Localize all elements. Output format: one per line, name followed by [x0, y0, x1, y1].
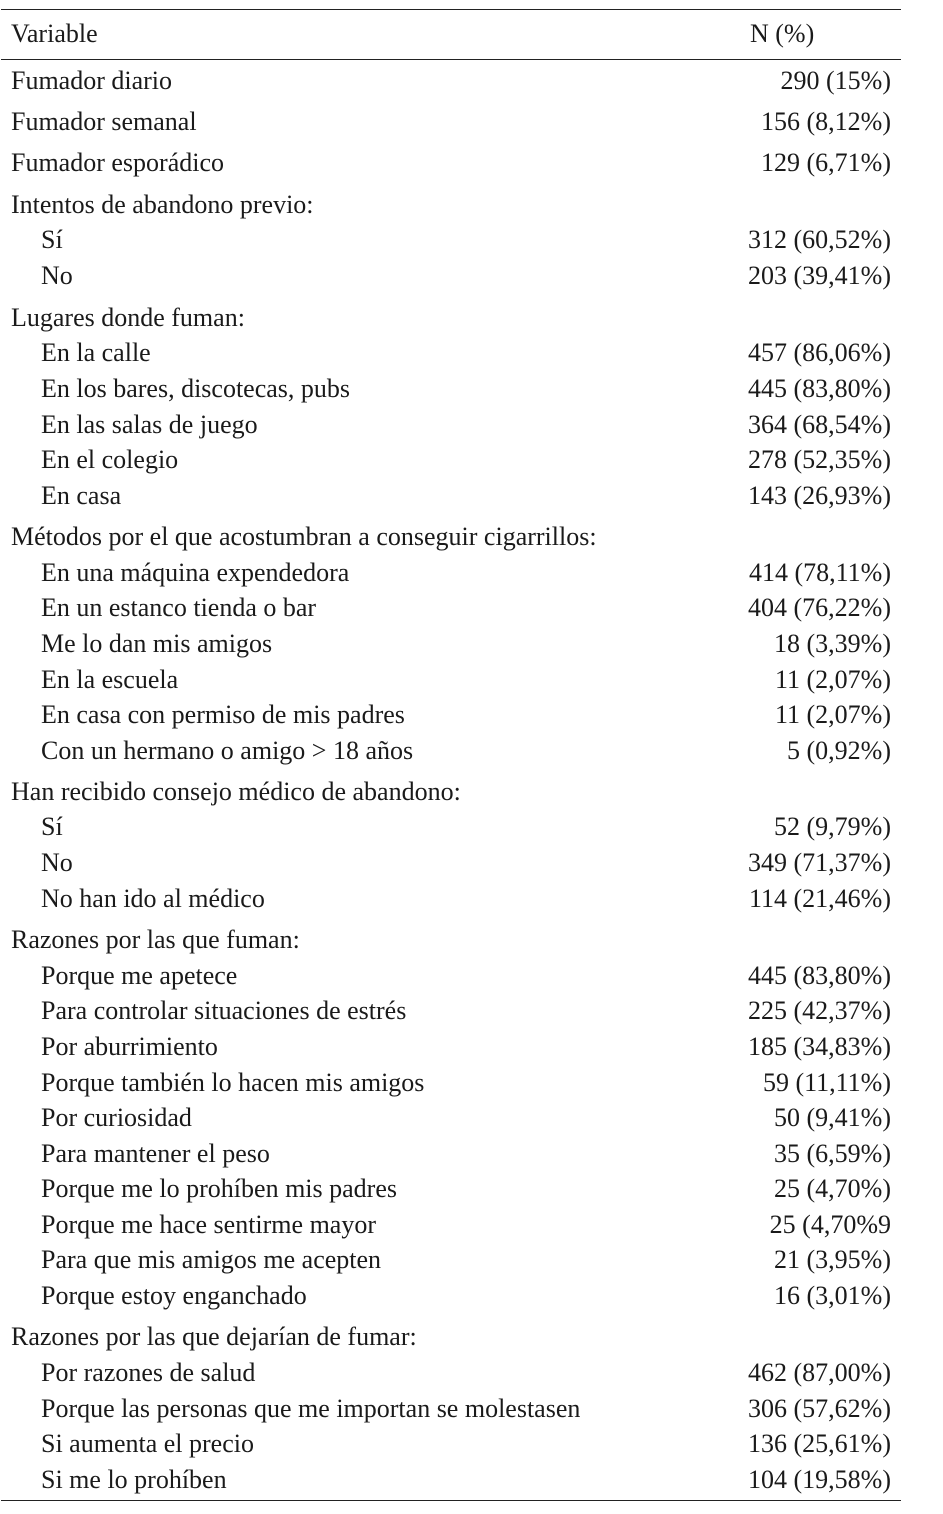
- row-label: Porque me hace sentirme mayor: [41, 1210, 376, 1239]
- row-label: Si aumenta el precio: [41, 1429, 254, 1458]
- section-label: Han recibido consejo médico de abandono:: [11, 777, 461, 806]
- row-value: 25 (4,70%9: [769, 1210, 891, 1239]
- table-bottom-rule: [1, 1500, 901, 1501]
- row-value: 312 (60,52%): [748, 225, 891, 254]
- row-value: 404 (76,22%): [748, 593, 891, 622]
- row-label: Si me lo prohíben: [41, 1465, 227, 1494]
- row-value: 50 (9,41%): [774, 1103, 891, 1132]
- row-value: 414 (78,11%): [748, 558, 891, 587]
- row-value: 156 (8,12%): [761, 107, 891, 136]
- section-label: Razones por las que fuman:: [11, 925, 300, 954]
- row-value: 143 (26,93%): [748, 481, 891, 510]
- row-value: 278 (52,35%): [748, 445, 891, 474]
- row-value: 306 (57,62%): [748, 1394, 891, 1423]
- row-label: Porque las personas que me importan se molestasen: [41, 1394, 581, 1423]
- row-value: 25 (4,70%): [774, 1174, 891, 1203]
- row-label: En el colegio: [41, 445, 179, 474]
- section-label: Razones por las que dejarían de fumar:: [11, 1322, 417, 1351]
- row-label: Por razones de salud: [41, 1358, 256, 1387]
- section-label: Métodos por el que acostumbran a conseguir cigarrillos:: [11, 522, 597, 551]
- row-label: Para mantener el peso: [41, 1139, 270, 1168]
- row-value: 457 (86,06%): [748, 338, 891, 367]
- row-label: En una máquina expendedora: [41, 558, 350, 587]
- row-value: 35 (6,59%): [774, 1139, 891, 1168]
- section-label: Fumador diario: [11, 66, 173, 95]
- row-label: En un estanco tienda o bar: [41, 593, 317, 622]
- row-label: Porque me lo prohíben mis padres: [41, 1174, 397, 1203]
- row-value: 104 (19,58%): [748, 1465, 891, 1494]
- row-label: No: [41, 261, 73, 290]
- row-value: 11 (2,07%): [774, 700, 891, 729]
- row-label: Sí: [41, 812, 63, 841]
- row-value: 462 (87,00%): [748, 1358, 891, 1387]
- row-label: Con un hermano o amigo > 18 años: [41, 736, 414, 765]
- row-value: 136 (25,61%): [748, 1429, 891, 1458]
- row-label: Sí: [41, 225, 63, 254]
- column-header-variable: Variable: [11, 19, 98, 48]
- row-label: Por curiosidad: [41, 1103, 192, 1132]
- row-label: Porque me apetece: [41, 961, 238, 990]
- row-value: 185 (34,83%): [748, 1032, 891, 1061]
- row-value: 445 (83,80%): [748, 961, 891, 990]
- row-value: 364 (68,54%): [748, 410, 891, 439]
- row-value: 114 (21,46%): [748, 884, 891, 913]
- row-value: 5 (0,92%): [787, 736, 891, 765]
- row-label: En las salas de juego: [41, 410, 258, 439]
- section-label: Fumador esporádico: [11, 148, 225, 177]
- row-label: No: [41, 848, 73, 877]
- row-value: 290 (15%): [780, 66, 891, 95]
- row-value: 18 (3,39%): [774, 629, 891, 658]
- row-label: Por aburrimiento: [41, 1032, 218, 1061]
- section-label: Lugares donde fuman:: [11, 303, 245, 332]
- section-label: Intentos de abandono previo:: [11, 190, 314, 219]
- row-value: 349 (71,37%): [748, 848, 891, 877]
- row-label: Para controlar situaciones de estrés: [41, 996, 407, 1025]
- row-label: En la escuela: [41, 665, 179, 694]
- row-label: Para que mis amigos me acepten: [41, 1245, 382, 1274]
- row-value: 203 (39,41%): [748, 261, 891, 290]
- row-label: Me lo dan mis amigos: [41, 629, 273, 658]
- row-value: 21 (3,95%): [774, 1245, 891, 1274]
- row-label: En la calle: [41, 338, 151, 367]
- row-label: En casa con permiso de mis padres: [41, 700, 405, 729]
- row-value: 129 (6,71%): [761, 148, 891, 177]
- row-label: Porque estoy enganchado: [41, 1281, 307, 1310]
- column-header-n-percent: N (%): [750, 19, 815, 48]
- row-value: 225 (42,37%): [748, 996, 891, 1025]
- row-label: En casa: [41, 481, 122, 510]
- row-value: 445 (83,80%): [748, 374, 891, 403]
- row-label: Porque también lo hacen mis amigos: [41, 1068, 425, 1097]
- row-label: En los bares, discotecas, pubs: [41, 374, 351, 403]
- row-value: 16 (3,01%): [774, 1281, 891, 1310]
- row-value: 52 (9,79%): [774, 812, 891, 841]
- section-label: Fumador semanal: [11, 107, 197, 136]
- row-value: 59 (11,11%): [762, 1068, 891, 1097]
- row-label: No han ido al médico: [41, 884, 265, 913]
- row-value: 11 (2,07%): [774, 665, 891, 694]
